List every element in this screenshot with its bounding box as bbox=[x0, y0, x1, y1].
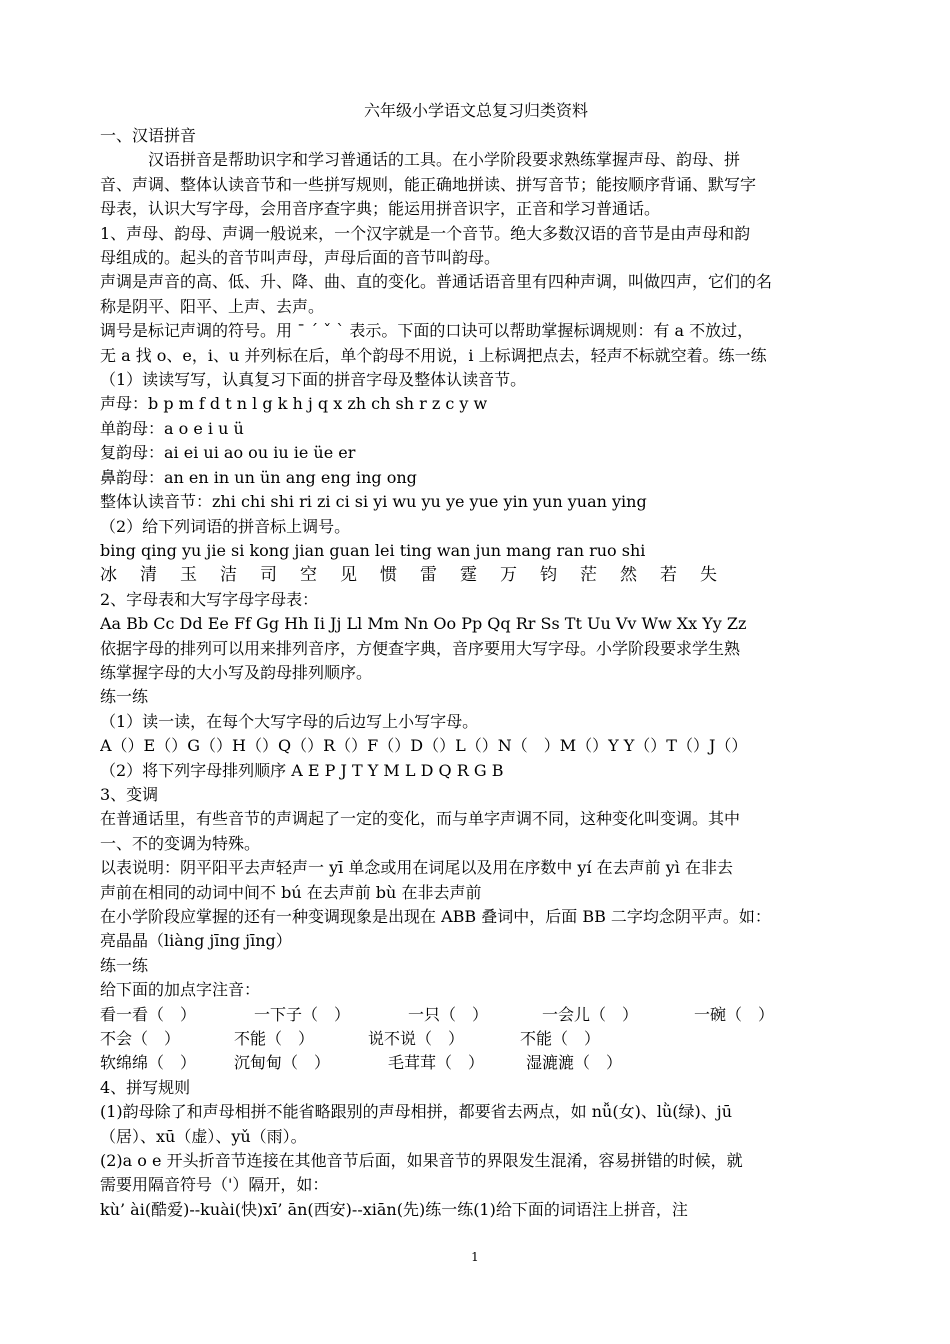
hanzi-char: 失 bbox=[700, 565, 717, 586]
paragraph-line: 汉语拼音是帮助识字和学习普通话的工具。在小学阶段要求熟练掌握声母、韵母、拼 bbox=[148, 150, 741, 170]
paragraph-line: 母表，认识大写字母，会用音序查字典；能运用拼音识字，正音和学习普通话。 bbox=[100, 199, 661, 219]
practice-item: 不会（ ） bbox=[100, 1029, 181, 1048]
exercise-line: A（）E（）G（）H（）Q（）R（）F（）D（）L（）N（ ）M（）Y Y（）T（）J（） bbox=[100, 736, 748, 756]
paragraph-line: (1)韵母除了和声母相拼不能省略跟别的声母相拼，都要省去两点，如 nǚ(女)、lǜ(绿)、jū bbox=[100, 1102, 733, 1122]
hanzi-char: 洁 bbox=[220, 565, 237, 586]
paragraph-line: 以表说明：阴平阳平去声轻声一 yī 单念或用在词尾以及用在序数中 yí 在去声前 yì 在非去 bbox=[100, 858, 733, 878]
practice-item: 看一看（ ） bbox=[100, 1004, 197, 1024]
paragraph-line: kù’ ài(酷爱)--kuài(快)xī’ ān(西安)--xiān(先)练一练(1)给下面的词语注上拼音，注 bbox=[100, 1199, 688, 1219]
hanzi-row bbox=[100, 563, 852, 587]
compound-finals-list: 复韵母：ai ei ui ao ou iu ie üe er bbox=[100, 443, 356, 463]
practice-item: 一会儿（ ） bbox=[542, 1004, 639, 1024]
exercise-heading: 练一练 bbox=[100, 687, 149, 707]
document-page bbox=[100, 98, 852, 1222]
hanzi-char: 玉 bbox=[180, 565, 197, 586]
paragraph-line: 亮晶晶（liàng jīng jīng） bbox=[100, 931, 292, 951]
paragraph-line: （居）、xū（虚）、yǔ（雨）。 bbox=[100, 1126, 307, 1146]
hanzi-char: 万 bbox=[500, 565, 517, 586]
section-heading-alphabet: 2、字母表和大写字母字母表： bbox=[100, 589, 319, 609]
paragraph-line: 在普通话里，有些音节的声调起了一定的变化，而与单字声调不同，这种变化叫变调。其中 bbox=[100, 809, 741, 829]
practice-item: 一只（ ） bbox=[408, 1004, 489, 1024]
hanzi-char: 霆 bbox=[460, 565, 477, 586]
hanzi-char: 惯 bbox=[380, 565, 397, 586]
whole-syllables-list: 整体认读音节：zhi chi shi ri zi ci si yi wu yu ye yue yin yun yuan ying bbox=[100, 492, 647, 512]
practice-item: 不能（ ） bbox=[520, 1029, 601, 1048]
simple-finals-list: 单韵母：a o e i u ü bbox=[100, 418, 244, 438]
paragraph-line: 一、不的变调为特殊。 bbox=[100, 833, 261, 853]
paragraph-line: (2)a o e 开头折音节连接在其他音节后面，如果音节的界限发生混淆，容易拼错的时候，就 bbox=[100, 1151, 743, 1170]
hanzi-char: 司 bbox=[260, 565, 277, 586]
hanzi-char: 见 bbox=[340, 565, 357, 586]
hanzi-char: 冰 bbox=[100, 565, 117, 586]
section-heading-pinyin: 一、汉语拼音 bbox=[100, 126, 197, 145]
paragraph-line: 需要用隔音符号（'）隔开，如： bbox=[100, 1175, 329, 1195]
paragraph-line: 称是阴平、阳平、上声、去声。 bbox=[100, 296, 325, 316]
practice-item: 湿漉漉（ ） bbox=[526, 1053, 623, 1073]
paragraph-line: 依据字母的排列可以用来排列音序，方便查字典，音序要用大写字母。小学阶段要求学生熟 bbox=[100, 638, 741, 658]
exercise-line: 给下面的加点字注音： bbox=[100, 980, 261, 1000]
page-number: 1 bbox=[471, 1250, 479, 1264]
section-heading-spelling-rules: 4、拼写规则 bbox=[100, 1077, 191, 1097]
practice-item: 沉甸甸（ ） bbox=[234, 1053, 331, 1073]
hanzi-char: 清 bbox=[140, 565, 157, 586]
paragraph-line: 声调是声音的高、低、升、降、曲、直的变化。普通话语音里有四种声调，叫做四声，它们的名 bbox=[100, 272, 773, 292]
exercise-line: （2）给下列词语的拼音标上调号。 bbox=[100, 516, 351, 536]
pinyin-row: bing qing yu jie si kong jian guan lei ting wan jun mang ran ruo shi bbox=[100, 540, 646, 560]
hanzi-char: 若 bbox=[660, 565, 677, 586]
practice-item: 软绵绵（ ） bbox=[100, 1053, 197, 1073]
paragraph-line: 调号是标记声调的符号。用 ˉ ˊ ˇ ˋ 表示。下面的口诀可以帮助掌握标调规则：有 a 不放过， bbox=[100, 321, 754, 341]
hanzi-char: 雷 bbox=[420, 565, 437, 586]
practice-row bbox=[100, 1027, 852, 1051]
paragraph-line: 无 a 找 o、e，i、u 并列标在后，单个韵母不用说，i 上标调把点去，轻声不标就空着。练一练 bbox=[100, 345, 767, 365]
practice-row bbox=[100, 1051, 852, 1075]
practice-item: 毛茸茸（ ） bbox=[388, 1053, 485, 1073]
section-heading-tone-change: 3、变调 bbox=[100, 784, 159, 804]
exercise-line: （2）将下列字母排列顺序 A E P J T Y M L D Q R G B bbox=[100, 760, 504, 780]
paragraph-line: 母组成的。起头的音节叫声母，声母后面的音节叫韵母。 bbox=[100, 248, 501, 268]
nasal-finals-list: 鼻韵母：an en in un ün ang eng ing ong bbox=[100, 467, 417, 487]
hanzi-char: 茫 bbox=[580, 565, 597, 586]
paragraph-line: 在小学阶段应掌握的还有一种变调现象是出现在 ABB 叠词中，后面 BB 二字均念阴平声。如： bbox=[100, 906, 771, 926]
paragraph-line: 练掌握字母的大小写及韵母排列顺序。 bbox=[100, 662, 373, 682]
paragraph-line: 声前在相同的动词中间不 bú 在去声前 bù 在非去声前 bbox=[100, 882, 482, 902]
paragraph-line: 1、声母、韵母、声调一般说来，一个汉字就是一个音节。绝大多数汉语的音节是由声母和韵 bbox=[100, 223, 751, 243]
practice-row bbox=[100, 1003, 852, 1027]
exercise-line: （1）读读写写，认真复习下面的拼音字母及整体认读音节。 bbox=[100, 370, 527, 390]
hanzi-char: 然 bbox=[620, 565, 637, 586]
document-title: 六年级小学语文总复习归类资料 bbox=[363, 101, 588, 120]
initials-list: 声母：b p m f d t n l g k h j q x zh ch sh r z c y w bbox=[100, 394, 488, 414]
practice-item: 一下子（ ） bbox=[254, 1004, 351, 1024]
practice-item: 说不说（ ） bbox=[368, 1029, 465, 1048]
practice-item: 一碗（ ） bbox=[694, 1004, 775, 1024]
paragraph-line: 音、声调、整体认读音节和一些拼写规则，能正确地拼读、拼写音节；能按顺序背诵、默写字 bbox=[100, 174, 757, 194]
alphabet-list: Aa Bb Cc Dd Ee Ff Gg Hh Ii Jj Ll Mm Nn Oo Pp Qq Rr Ss Tt Uu Vv Ww Xx Yy Zz bbox=[100, 614, 747, 634]
hanzi-char: 钧 bbox=[540, 565, 557, 586]
practice-item: 不能（ ） bbox=[234, 1029, 315, 1048]
exercise-line: （1）读一读，在每个大写字母的后边写上小写字母。 bbox=[100, 711, 479, 731]
exercise-heading: 练一练 bbox=[100, 955, 149, 975]
hanzi-char: 空 bbox=[300, 565, 317, 586]
